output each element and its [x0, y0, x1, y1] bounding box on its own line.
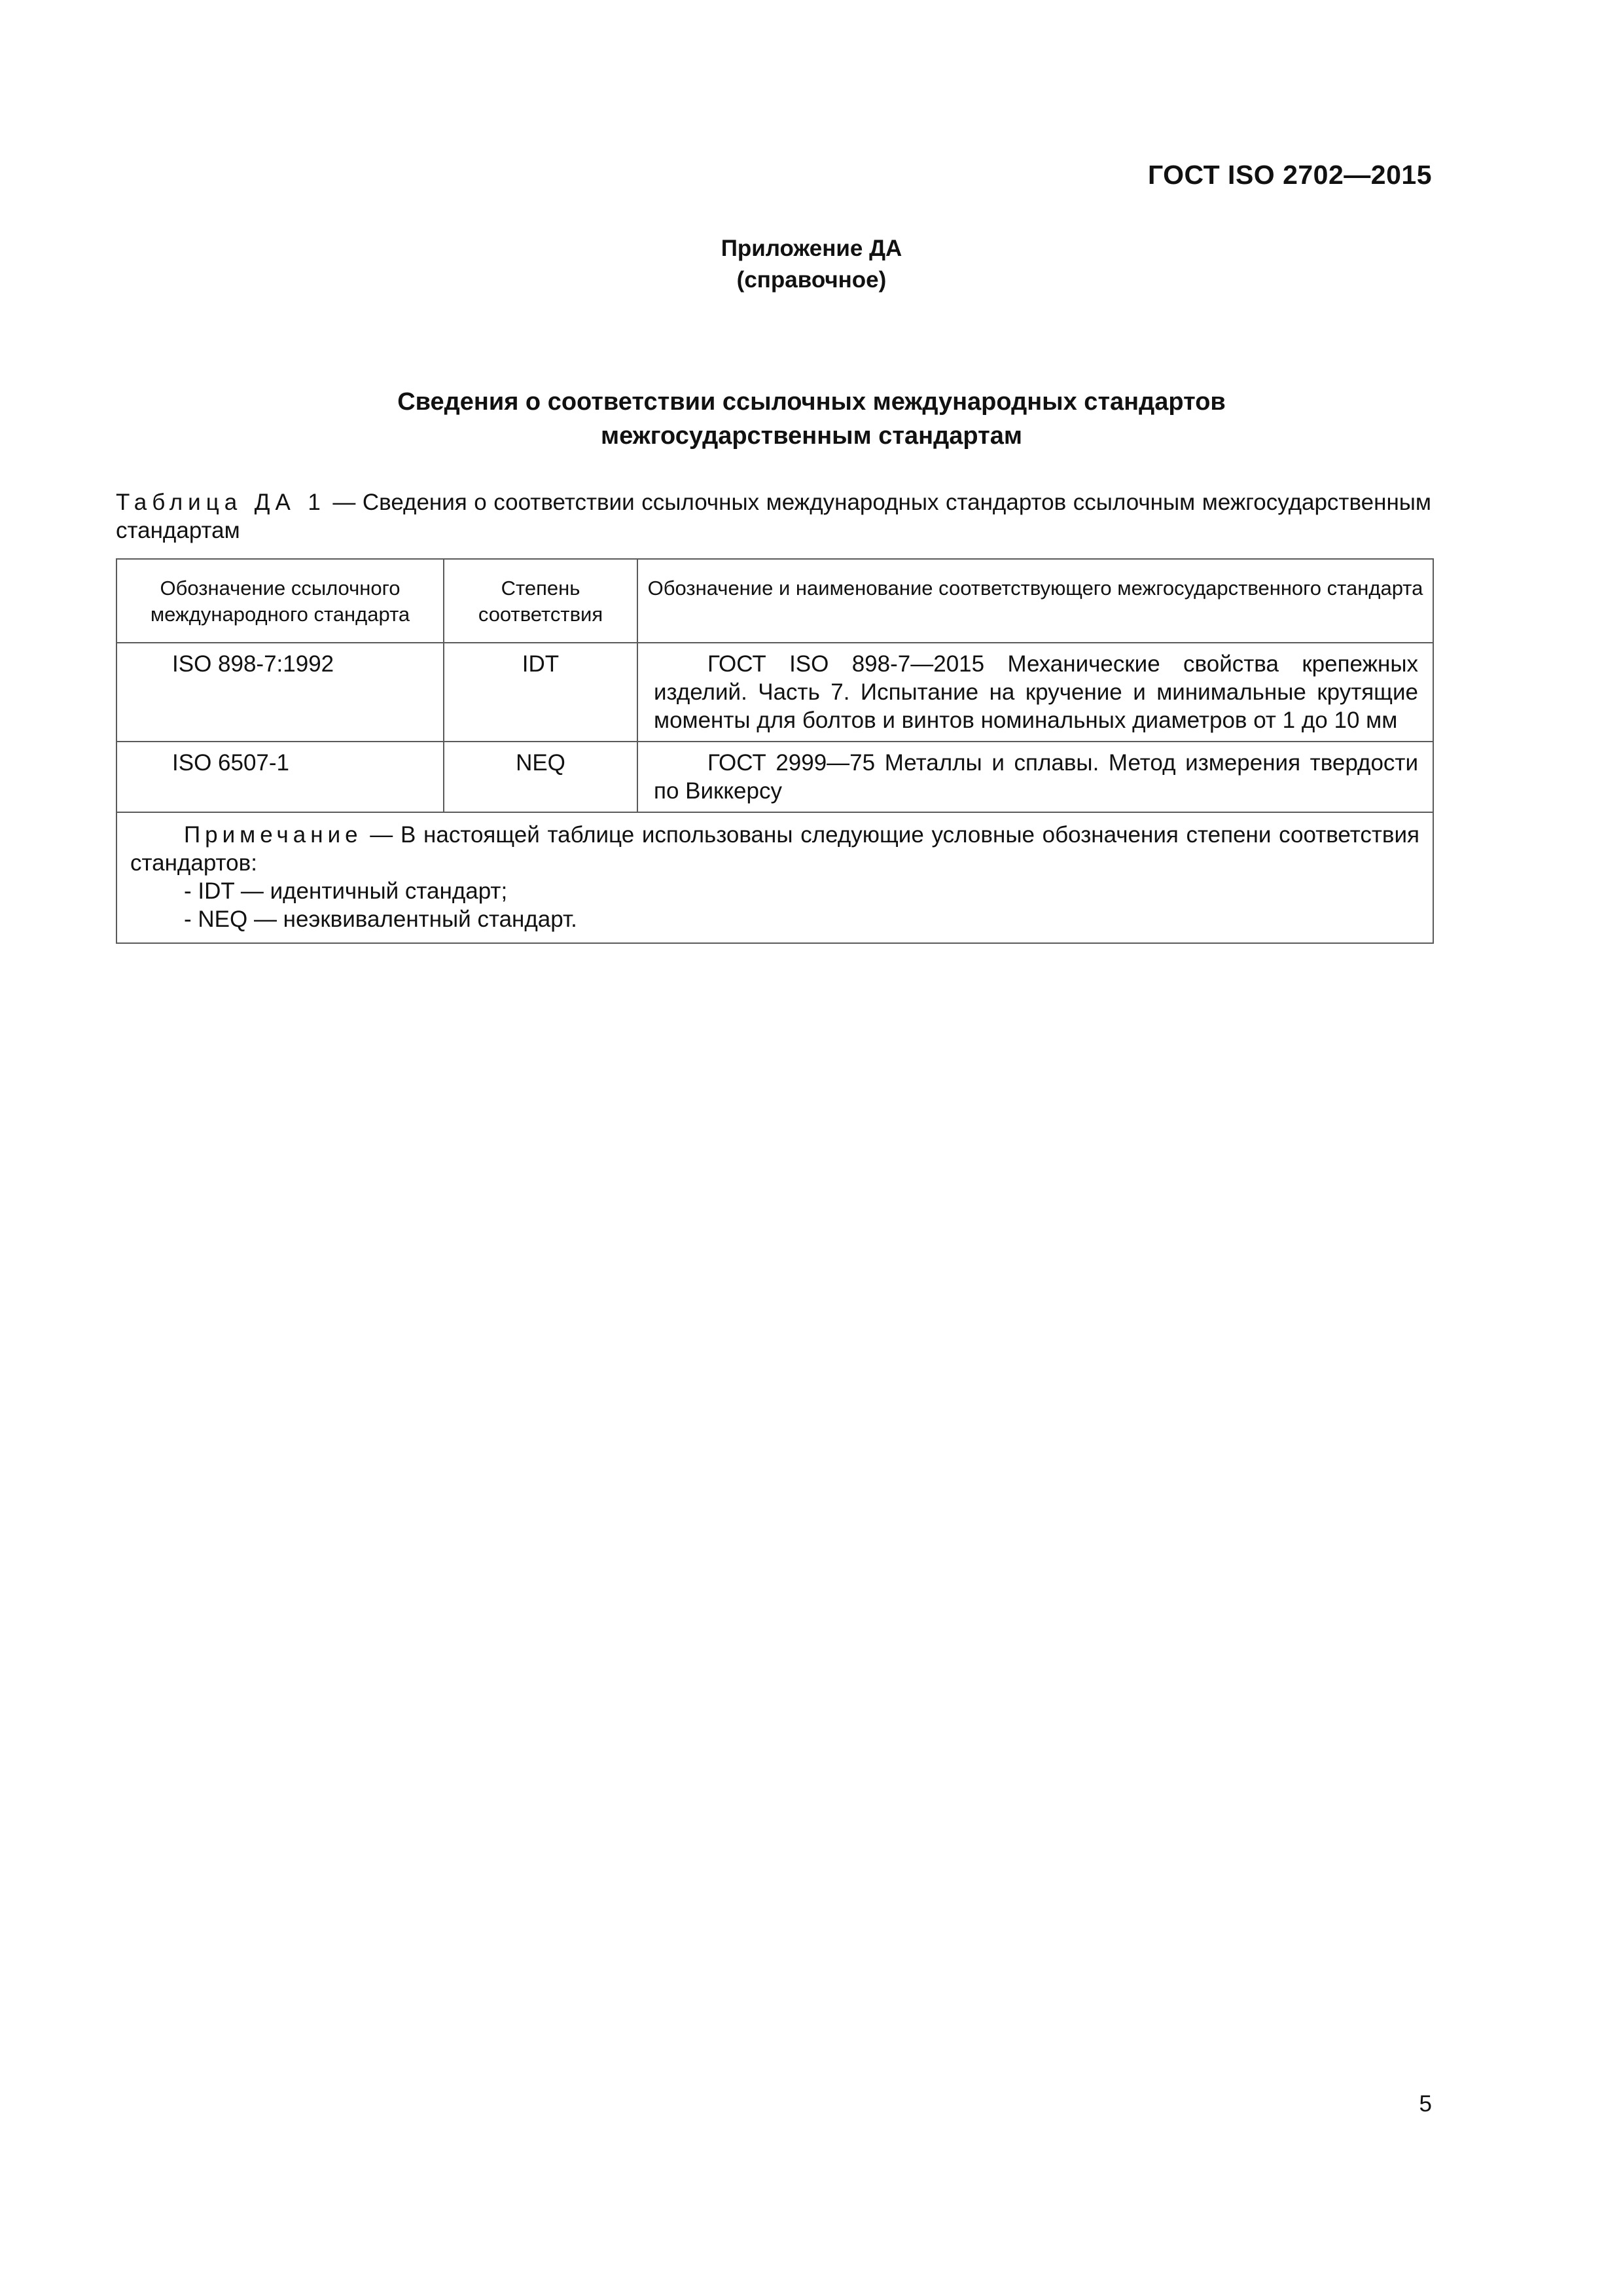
column-header-reference: Обозначение ссылочного международного стандарта: [116, 559, 444, 643]
note-body: — В настоящей таблице использованы следующие условные обозначения степени соответствия стандартов:: [130, 822, 1419, 876]
section-title-line1: Сведения о соответствии ссылочных международных стандартов: [397, 388, 1226, 416]
appendix-type: (справочное): [736, 267, 887, 293]
page-number: 5: [1419, 2091, 1432, 2117]
section-title: [0, 385, 1623, 453]
standards-correspondence-table: [116, 558, 1434, 944]
note-item-neq: - NEQ — неэквивалентный стандарт.: [184, 906, 577, 932]
interstate-standard-cell: ГОСТ 2999—75 Металлы и сплавы. Метод измерения твердости по Виккерсу: [637, 742, 1433, 812]
appendix-heading: [0, 233, 1623, 296]
table-note: [116, 812, 1433, 943]
table-row: [116, 643, 1433, 742]
table-row: [116, 742, 1433, 812]
document-code: ГОСТ ISO 2702—2015: [1147, 160, 1432, 190]
section-title-line2: межгосударственным стандартам: [601, 422, 1022, 450]
table-caption-text: — Сведения о соответствии ссылочных международных стандартов ссылочным межгосударственным стандартам: [116, 490, 1431, 543]
table-header-row: [116, 559, 1433, 643]
note-item-idt: - IDT — идентичный стандарт;: [184, 878, 508, 904]
note-text: [130, 821, 1419, 877]
column-header-degree: Степень соответствия: [444, 559, 637, 643]
column-header-interstate: Обозначение и наименование соответствующего межгосударственного стандарта: [637, 559, 1433, 643]
appendix-title: Приложение ДА: [721, 236, 902, 261]
degree-cell: IDT: [444, 643, 637, 742]
table-note-row: [116, 812, 1433, 943]
table-caption-label: Таблица ДА 1: [116, 490, 326, 515]
note-label: Примечание: [184, 822, 363, 848]
reference-standard-cell: ISO 898-7:1992: [116, 643, 444, 742]
reference-standard-cell: ISO 6507-1: [116, 742, 444, 812]
degree-cell: NEQ: [444, 742, 637, 812]
table-caption: [116, 488, 1431, 545]
interstate-standard-cell: ГОСТ ISO 898-7—2015 Механические свойства крепежных изделий. Часть 7. Испытание на кручение и минимальные крутящие моменты для болтов и винтов номинальных диаметров от 1 до 10 мм: [637, 643, 1433, 742]
